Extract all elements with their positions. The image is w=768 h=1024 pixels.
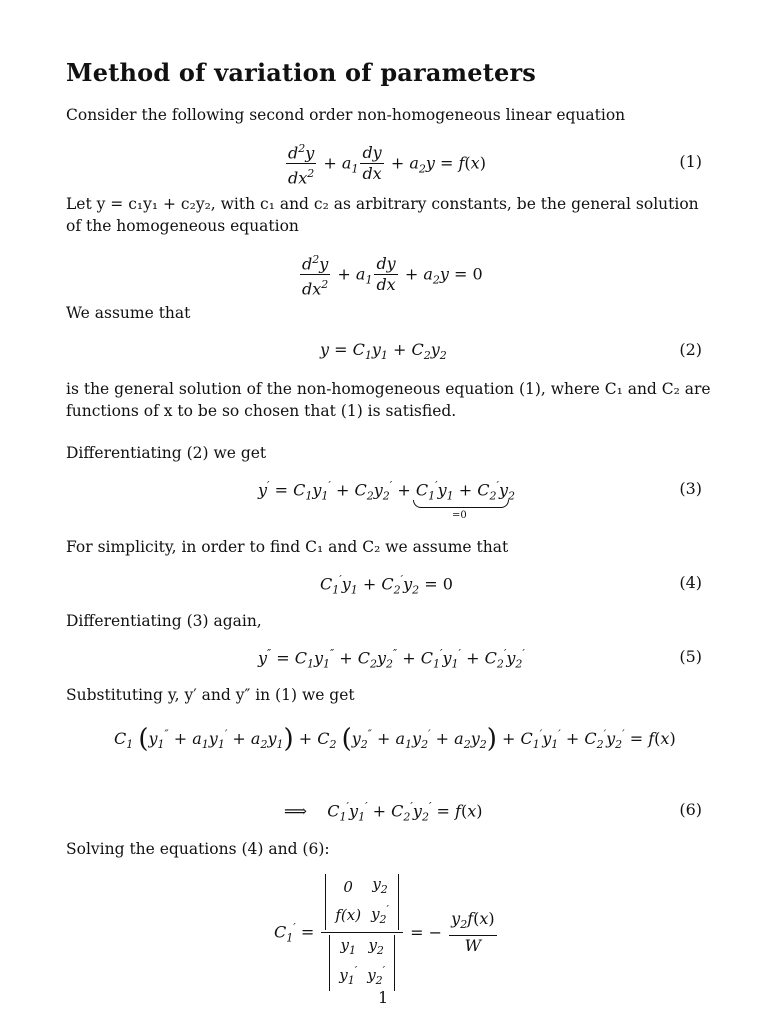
equation-3: $y' = C_1y_1' + C_2y_2' + C_1'y_1 + C_2'y_2$ <box>258 479 516 503</box>
underbrace-label: =0 <box>452 510 467 521</box>
equation-number-3: (3) <box>679 479 702 498</box>
equation-homogeneous: $\frac{d^2y}{dx^2}$ + $a_1$ $\frac{dy}{dx}$ + $a_2y = 0$ <box>302 253 483 299</box>
equation-6: ⟹ $C_1'y_1' + C_2'y_2' = f(x)$ <box>284 800 483 824</box>
equation-2: $y = C_1y_1 + C_2y_2$ <box>320 340 447 363</box>
paragraph-simplicity: For simplicity, in order to find C₁ and C₂ we assume that <box>66 538 509 556</box>
paragraph-differentiating-again: Differentiating (3) again, <box>66 612 262 630</box>
paragraph-differentiating: Differentiating (2) we get <box>66 444 267 462</box>
paragraph-intro: Consider the following second order non-homogeneous linear equation <box>66 106 626 124</box>
equation-substituted: $C_1$ $(y_1'' + a_1y_1' + a_2y_1) + C_2$ $(y_2'' + a_1y_2' + a_2y_2) + C_1'y_1' + C_2'y_2' = f(x)$ <box>114 724 676 754</box>
equation-c1-prime: $C_1'$ = 0 $y_2$ f(x) $y_2'$ $y_1$ $y_2$ $y_1'$ $y_2'$ = − $\frac{y_2f(x)}{W}$ <box>274 872 499 993</box>
paragraph-let-line1: Let y = c₁y₁ + c₂y₂, with c₁ and c₂ as arbitrary constants, be the general solution <box>66 195 699 213</box>
paragraph-solving: Solving the equations (4) and (6): <box>66 840 330 858</box>
equation-number-4: (4) <box>679 573 702 592</box>
paragraph-substituting: Substituting y, y′ and y″ in (1) we get <box>66 686 355 704</box>
equation-1: $\frac{d^2y}{dx^2}$ + $a_1$ $\frac{dy}{dx}$ + $a_2y = f(x)$ <box>288 142 486 188</box>
page-title: Method of variation of parameters <box>66 58 537 87</box>
equation-number-5: (5) <box>679 647 702 666</box>
equation-number-1: (1) <box>679 152 702 171</box>
paragraph-let-line2: of the homogeneous equation <box>66 217 299 235</box>
equation-4: $C_1'y_1 + C_2'y_2 = 0$ <box>320 573 453 597</box>
equation-number-6: (6) <box>679 800 702 819</box>
page-number: 1 <box>378 988 389 1007</box>
underbrace <box>413 500 509 508</box>
equation-number-2: (2) <box>679 340 702 359</box>
equation-5: $y'' = C_1y_1'' + C_2y_2'' + C_1'y_1' + C_2'y_2'$ <box>258 647 525 671</box>
paragraph-general-line2: functions of x to be so chosen that (1) is satisfied. <box>66 402 457 420</box>
paragraph-general-line1: is the general solution of the non-homogeneous equation (1), where C₁ and C₂ are <box>66 380 711 398</box>
paragraph-assume: We assume that <box>66 304 191 322</box>
